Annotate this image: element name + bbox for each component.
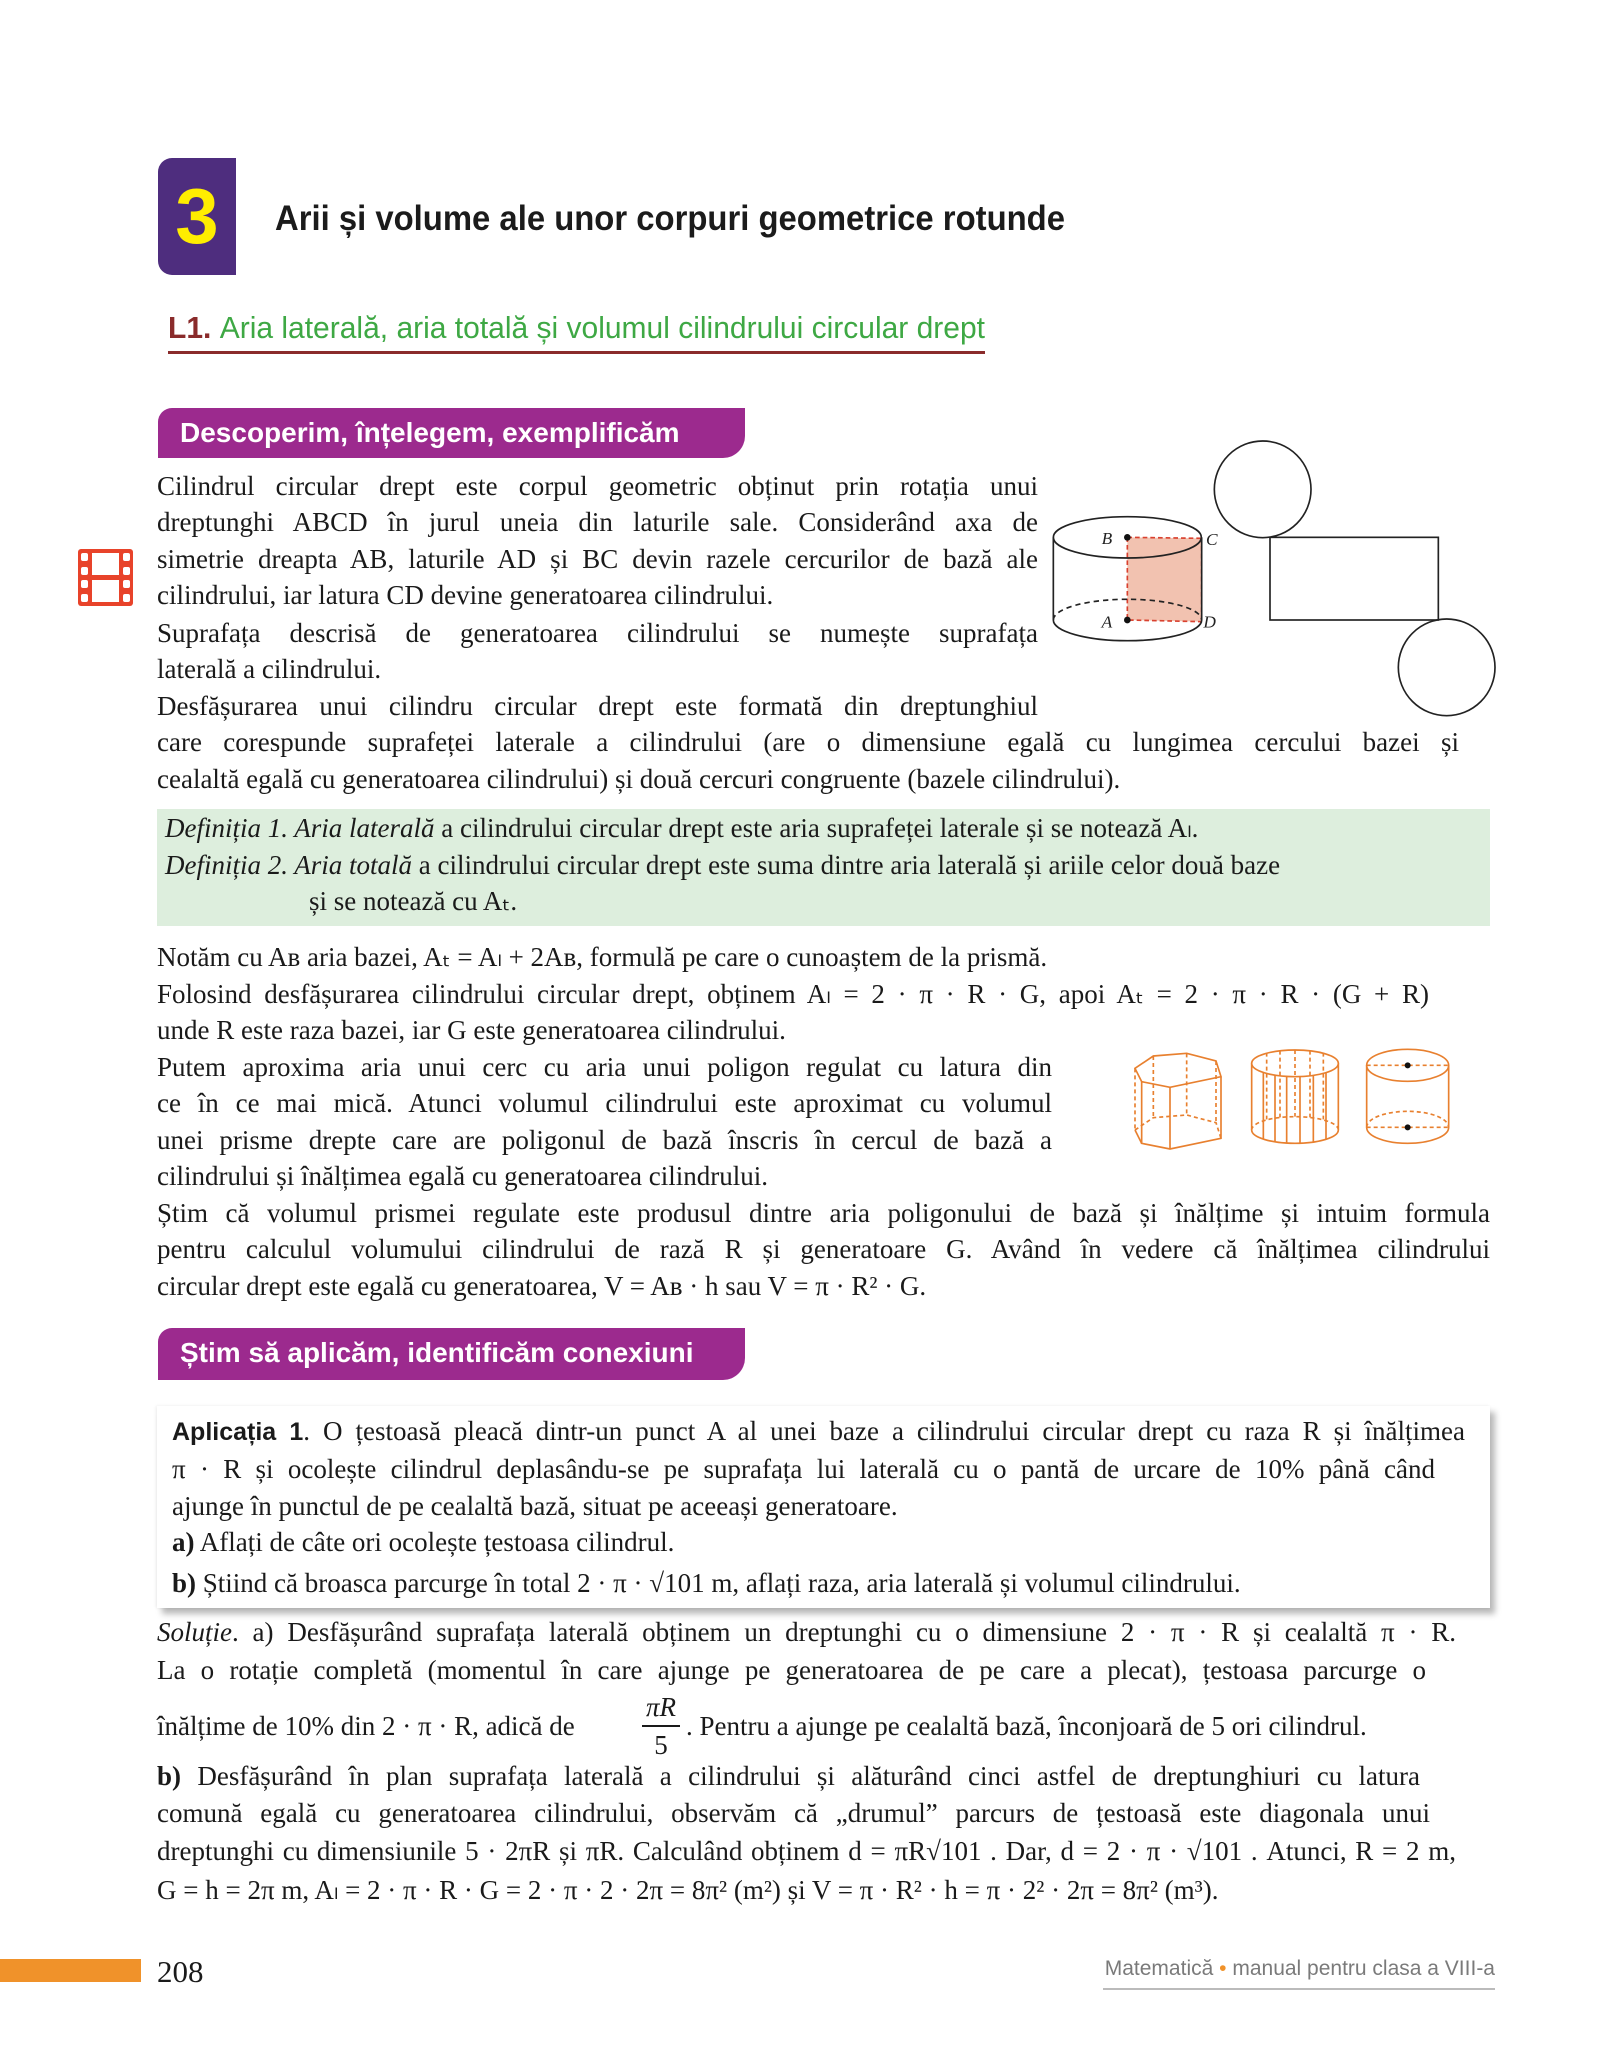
label-B: B xyxy=(1101,529,1113,548)
fraction-denominator: 5 xyxy=(654,1730,668,1760)
page-number: 208 xyxy=(157,1954,204,1989)
intro-line: laterală a cilindrului. xyxy=(157,654,382,684)
prism-approximation-figure xyxy=(1110,1030,1470,1160)
body-line: unde R este raza bazei, iar G este generatoarea cilindrului. xyxy=(157,1015,786,1045)
intro-line: Desfășurarea unui cilindru circular drept este formată din dreptunghiul xyxy=(157,691,1038,721)
intro-line: simetrie dreapta AB, laturile AD și BC devin razele cercurilor de bază ale xyxy=(157,544,1038,574)
definition-label: Definiția 2. Aria totală xyxy=(165,850,413,880)
fraction-piR-over-5 xyxy=(638,1690,684,1762)
body-line: Folosind desfășurarea cilindrului circular drept, obținem Aₗ = 2 · π · R · G, apoi Aₜ = 2 · π · R · (G + R) xyxy=(157,979,1429,1009)
intro-line: cilindrului, iar latura CD devine generatoarea cilindrului. xyxy=(157,580,774,610)
footer-accent-bar xyxy=(0,1959,141,1982)
solution-line: dreptunghi cu dimensiunile 5 · 2πR și πR. Calculând obținem d = πR√101 . Dar, d = 2 · π · √101 . Atunci, R = 2 m, xyxy=(157,1836,1456,1866)
fraction-numerator: πR xyxy=(645,1692,677,1722)
application-line: ajunge în punctul de pe cealaltă bază, situat pe aceeași generatoare. xyxy=(172,1491,898,1521)
solution-b-label: b) xyxy=(157,1761,182,1791)
definition-2 xyxy=(165,847,1465,883)
definition-text: a cilindrului circular drept este suma dintre aria laterală și ariile celor două baze xyxy=(412,850,1281,880)
label-A: A xyxy=(1101,612,1113,632)
body-line: Știm că volumul prismei regulate este produsul dintre aria poligonului de bază și înălțime și intuim formula xyxy=(157,1198,1490,1228)
solution-line: comună egală cu generatoarea cilindrului, observăm că „drumul” parcurs de țestoasă este diagonala unui xyxy=(157,1798,1430,1828)
application-question-b xyxy=(172,1565,1435,1601)
chapter-title: Arii și volume ale unor corpuri geometrice rotunde xyxy=(275,199,1065,238)
solution-label: Soluție xyxy=(157,1617,232,1647)
question-a-label: a) xyxy=(172,1527,195,1557)
intro-line: cealaltă egală cu generatoarea cilindrului) și două cercuri congruente (bazele cilindrului). xyxy=(157,764,1121,794)
application-label: Aplicația 1 xyxy=(172,1418,304,1446)
application-line: π · R și ocolește cilindrul deplasându-se pe suprafața lui laterală cu o pantă de urcare de 10% până când xyxy=(172,1454,1435,1484)
section-banner-label: Descoperim, înțelegem, exemplificăm xyxy=(180,417,680,448)
solution-text: . a) Desfășurând suprafața laterală obținem un dreptunghi cu o dimensiune 2 · π · R și cealaltă π · R. xyxy=(232,1617,1456,1647)
lesson-underline xyxy=(168,351,985,354)
body-line: ce în ce mai mică. Atunci volumul cilindrului este aproximat cu volumul xyxy=(157,1088,1052,1118)
intro-line: Suprafața descrisă de generatoarea cilindrului se numește suprafața xyxy=(157,618,1038,648)
definition-2-cont: și se notează cu Aₜ. xyxy=(309,886,518,916)
solution-line: înălțime de 10% din 2 · π · R, adică de xyxy=(157,1711,575,1741)
body-line: Notăm cu Aʙ aria bazei, Aₜ = Aₗ + 2Aʙ, formulă pe care o cunoaștem de la prismă. xyxy=(157,942,1048,972)
lesson-number: L1. xyxy=(168,310,212,345)
definition-text: a cilindrului circular drept este aria suprafeței laterale și se notează Aₗ. xyxy=(434,813,1199,843)
body-line: Putem aproxima aria unui cerc cu aria unui poligon regulat cu latura din xyxy=(157,1052,1052,1082)
body-line: cilindrului și înălțimea egală cu generatoarea cilindrului. xyxy=(157,1161,769,1191)
application-text: . O țestoasă pleacă dintr-un punct A al unei baze a cilindrului circular drept cu raza R și înălțimea xyxy=(303,1416,1465,1446)
cylinder-net-figure xyxy=(1040,430,1520,730)
body-line: circular drept este egală cu generatoarea, V = Aʙ · h sau V = π · R² · G. xyxy=(157,1271,927,1301)
chapter-number: 3 xyxy=(175,172,219,260)
footer-book-title xyxy=(1100,1952,1495,1986)
section-banner-label: Știm să aplicăm, identificăm conexiuni xyxy=(180,1337,694,1368)
lesson-title: Aria laterală, aria totală și volumul cilindrului circular drept xyxy=(219,310,986,345)
section-banner-apply xyxy=(158,1328,745,1380)
question-b-label: b) xyxy=(172,1568,197,1598)
solution-line xyxy=(157,1614,1456,1650)
section-banner-discover xyxy=(158,408,745,458)
footer-separator: • xyxy=(1219,1957,1227,1980)
body-line: unei prisme drepte care are poligonul de bază înscris în cercul de bază a xyxy=(157,1125,1052,1155)
film-icon[interactable] xyxy=(78,549,133,606)
intro-line: care corespunde suprafeței laterale a cilindrului (are o dimensiune egală cu lungimea cercului bazei și xyxy=(157,727,1459,757)
body-line: pentru calculul volumului cilindrului de rază R și generatoare G. Având în vedere că înălțimea cilindrului xyxy=(157,1234,1490,1264)
solution-line: . Pentru a ajunge pe cealaltă bază, înconjoară de 5 ori cilindrul. xyxy=(686,1711,1367,1741)
label-C: C xyxy=(1206,530,1218,549)
footer-subject: Matematică xyxy=(1104,1957,1214,1980)
question-a-text: Aflați de câte ori ocolește țestoasa cilindrul. xyxy=(194,1527,675,1557)
question-b-text: Știind că broasca parcurge în total 2 · π · √101 m, aflați raza, aria laterală și volumul cilindrului. xyxy=(196,1568,1241,1598)
solution-text: Desfășurând în plan suprafața laterală a cilindrului și alăturând cinci astfel de dreptunghiuri cu latura xyxy=(181,1761,1420,1791)
solution-line: G = h = 2π m, Aₗ = 2 · π · R · G = 2 · π · 2 · 2π = 8π² (m²) și V = π · R² · h = π · 2² · 2π = 8π² (m³). xyxy=(157,1875,1219,1905)
fraction-bar xyxy=(642,1725,680,1727)
solution-line: La o rotație completă (momentul în care ajunge pe generatoarea de pe care a plecat), țestoasa parcurge o xyxy=(157,1655,1426,1685)
definition-label: Definiția 1. Aria laterală xyxy=(165,813,435,843)
label-D: D xyxy=(1203,612,1216,632)
definition-1 xyxy=(165,810,1465,846)
application-question-a xyxy=(172,1524,1435,1560)
application-line xyxy=(172,1413,1465,1449)
intro-line: dreptunghi ABCD în jurul uneia din laturile sale. Considerând axa de xyxy=(157,507,1038,537)
footer-subtitle: manual pentru clasa a VIII-a xyxy=(1232,1957,1495,1980)
lesson-heading xyxy=(168,308,986,348)
solution-line xyxy=(157,1758,1420,1794)
footer-rule xyxy=(1103,1988,1495,1990)
intro-line: Cilindrul circular drept este corpul geometric obținut prin rotația unui xyxy=(157,471,1038,501)
